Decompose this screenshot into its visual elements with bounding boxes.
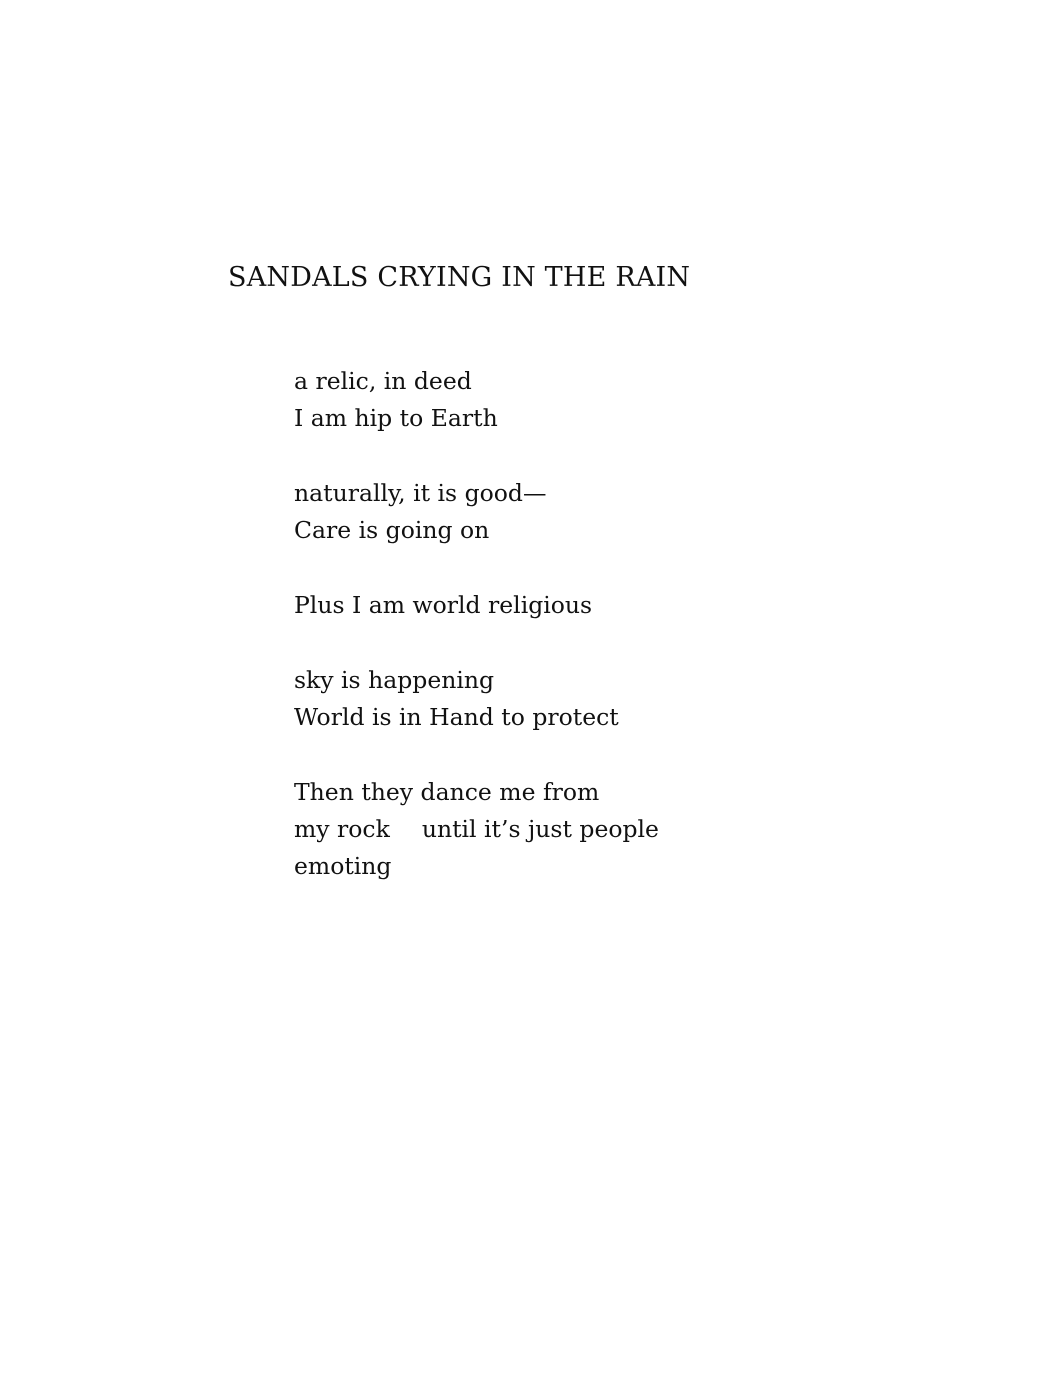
poem-line: World is in Hand to protect — [294, 703, 619, 731]
poem-line-fragment: my rock — [294, 815, 390, 843]
poem-line: a relic, in deed — [294, 367, 472, 395]
poem-line-fragment: until it’s just people — [421, 815, 659, 843]
poem-line: sky is happening — [294, 666, 495, 694]
poem-line: Plus I am world religious — [294, 591, 593, 619]
poem-body — [294, 363, 659, 923]
stanza-2 — [294, 475, 659, 549]
poem-line: emoting — [294, 852, 392, 880]
stanza-3 — [294, 587, 659, 624]
stanza-1 — [294, 363, 659, 437]
poem-line: Then they dance me from — [294, 778, 600, 806]
poem-line: I am hip to Earth — [294, 404, 498, 432]
poem-title: SANDALS CRYING IN THE RAIN — [228, 262, 691, 293]
poem-line: Care is going on — [294, 516, 490, 544]
stanza-4 — [294, 662, 659, 736]
poem-line: naturally, it is good— — [294, 479, 547, 507]
poem-line-split — [294, 811, 659, 848]
stanza-5 — [294, 774, 659, 885]
